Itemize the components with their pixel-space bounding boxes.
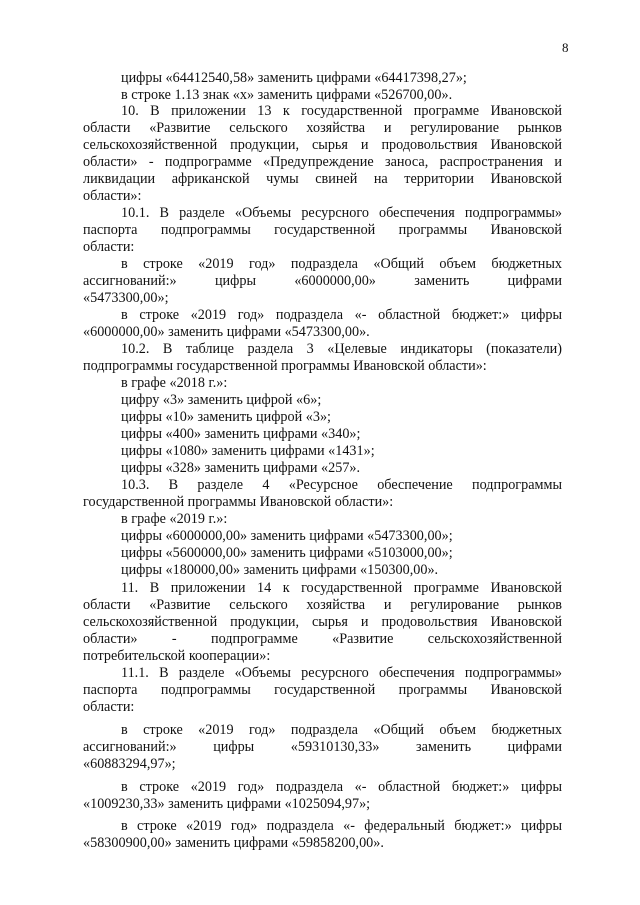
text-line: области» - подпрограмме «Предупреждение заноса, распространения и <box>83 154 562 170</box>
text-line: 10.2. В таблице раздела 3 «Целевые индикаторы (показатели) <box>121 341 562 357</box>
text-line: в строке «2019 год» подраздела «- областной бюджет:» цифры <box>121 307 562 323</box>
text-line: цифры «6000000,00» заменить цифрами «5473300,00»; <box>121 528 453 544</box>
text-line: цифры «1080» заменить цифрами «1431»; <box>121 443 375 459</box>
text-line: ликвидации африканской чумы свиней на территории Ивановской <box>83 171 562 187</box>
text-line: цифры «328» заменить цифрами «257». <box>121 460 361 476</box>
text-line: в строке 1.13 знак «х» заменить цифрами «526700,00». <box>121 87 453 103</box>
text-line: паспорта подпрограммы государственной программы Ивановской <box>83 682 562 698</box>
text-line: в строке «2019 год» подраздела «- областной бюджет:» цифры <box>121 779 562 795</box>
text-line: сельскохозяйственной продукции, сырья и продовольствия Ивановской <box>83 137 562 153</box>
text-line: цифру «3» заменить цифрой «6»; <box>121 392 322 408</box>
text-line: в строке «2019 год» подраздела «- федеральный бюджет:» цифры <box>121 818 562 834</box>
text-line: «5473300,00»; <box>83 290 169 306</box>
text-line: области»: <box>83 188 142 204</box>
text-line: цифры «400» заменить цифрами «340»; <box>121 426 361 442</box>
text-line: области «Развитие сельского хозяйства и регулирование рынков <box>83 597 562 613</box>
text-line: области» - подпрограмме «Развитие сельскохозяйственной <box>83 631 562 647</box>
text-line: потребительской кооперации»: <box>83 648 271 664</box>
text-line: «60883294,97»; <box>83 756 176 772</box>
text-line: ассигнований:» цифры «6000000,00» заменить цифрами <box>83 273 562 289</box>
text-line: цифры «64412540,58» заменить цифрами «64417398,27»; <box>121 70 467 86</box>
text-line: сельскохозяйственной продукции, сырья и продовольствия Ивановской <box>83 614 562 630</box>
text-line: 10.1. В разделе «Объемы ресурсного обеспечения подпрограммы» <box>121 205 562 221</box>
text-line: в строке «2019 год» подраздела «Общий объем бюджетных <box>121 722 562 738</box>
text-line: ассигнований:» цифры «59310130,33» заменить цифрами <box>83 739 562 755</box>
text-line: цифры «5600000,00» заменить цифрами «5103000,00»; <box>121 545 453 561</box>
text-line: 11.1. В разделе «Объемы ресурсного обеспечения подпрограммы» <box>121 665 562 681</box>
text-line: 11. В приложении 14 к государственной программе Ивановской <box>121 580 562 596</box>
text-line: 10. В приложении 13 к государственной программе Ивановской <box>121 103 562 119</box>
text-line: государственной программы Ивановской области»: <box>83 494 394 510</box>
text-line: цифры «180000,00» заменить цифрами «150300,00». <box>121 562 439 578</box>
text-line: области «Развитие сельского хозяйства и регулирование рынков <box>83 120 562 136</box>
text-line: области: <box>83 699 135 715</box>
text-line: в строке «2019 год» подраздела «Общий объем бюджетных <box>121 256 562 272</box>
text-line: паспорта подпрограммы государственной программы Ивановской <box>83 222 562 238</box>
text-line: «1009230,33» заменить цифрами «1025094,97»; <box>83 796 371 812</box>
text-line: цифры «10» заменить цифрой «3»; <box>121 409 331 425</box>
text-line: подпрограммы государственной программы Ивановской области»: <box>83 358 487 374</box>
text-line: «58300900,00» заменить цифрами «59858200,00». <box>83 835 384 851</box>
text-line: 10.3. В разделе 4 «Ресурсное обеспечение подпрограммы <box>121 477 562 493</box>
text-line: в графе «2018 г.»: <box>121 375 228 391</box>
text-line: «6000000,00» заменить цифрами «5473300,00». <box>83 324 370 340</box>
page-number: 8 <box>562 40 569 55</box>
text-line: области: <box>83 239 135 255</box>
text-line: в графе «2019 г.»: <box>121 511 228 527</box>
